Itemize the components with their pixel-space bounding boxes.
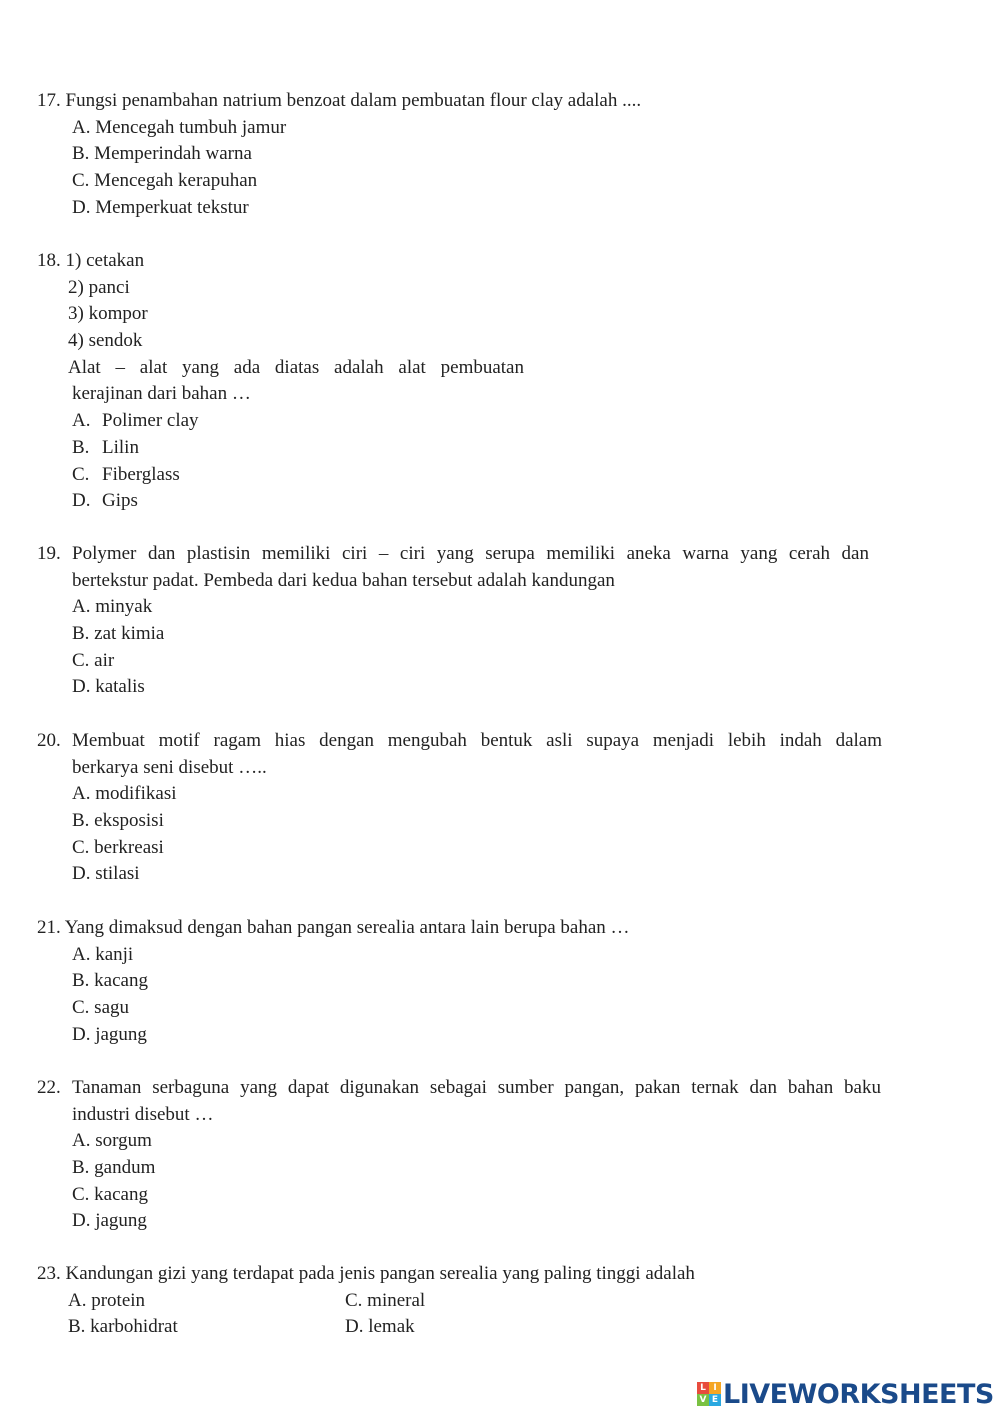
liveworksheets-logo-icon: L I V E [697, 1382, 721, 1406]
option-b[interactable]: B. karbohidrat [68, 1316, 178, 1338]
option-b[interactable]: B. zat kimia [72, 623, 165, 645]
question-text: kerajinan dari bahan … [72, 383, 251, 405]
option-c[interactable]: C. kacang [72, 1183, 148, 1205]
option-d[interactable]: D. Gips [72, 490, 138, 512]
option-d[interactable]: D. jagung [72, 1023, 147, 1045]
question-stem [37, 915, 887, 942]
option-b[interactable]: B. Memperindah warna [72, 143, 252, 165]
question-17 [37, 88, 887, 221]
question-number: 19. [37, 543, 61, 564]
option-b[interactable]: B. Lilin [72, 436, 139, 458]
option-c[interactable]: C. Fiberglass [72, 463, 180, 485]
question-22 [37, 1075, 881, 1235]
options-grid [37, 1288, 887, 1341]
option-c[interactable]: C. sagu [72, 997, 129, 1019]
question-text: industri disebut … [72, 1103, 214, 1125]
question-number: 17. [37, 90, 61, 111]
question-stem [37, 1261, 887, 1288]
question-19 [37, 541, 869, 701]
question-18 [37, 248, 887, 515]
question-number: 21. [37, 917, 61, 938]
option-d[interactable]: D. Memperkuat tekstur [72, 196, 249, 218]
option-b[interactable]: B. eksposisi [72, 810, 164, 832]
list-item: 4) sendok [68, 330, 143, 352]
option-d[interactable]: D. katalis [72, 676, 145, 698]
option-c[interactable]: C. Mencegah kerapuhan [72, 170, 258, 192]
option-a[interactable]: A. protein [68, 1289, 146, 1311]
option-d[interactable]: D. stilasi [72, 863, 140, 885]
question-text: Polymer dan plastisin memiliki ciri – ciri yang serupa memiliki aneka warna yang cerah dan [72, 543, 869, 564]
question-number: 22. [37, 1077, 61, 1098]
option-d[interactable]: D. lemak [345, 1316, 415, 1338]
list-item: 1) cetakan [65, 250, 145, 271]
question-text: Kandungan gizi yang terdapat pada jenis pangan serealia yang paling tinggi adalah [65, 1263, 695, 1284]
question-number: 18. [37, 250, 61, 271]
question-number: 20. [37, 730, 61, 751]
option-a[interactable]: A. Polimer clay [72, 410, 199, 432]
question-23 [37, 1261, 887, 1341]
question-stem [37, 1075, 881, 1128]
option-b[interactable]: B. kacang [72, 970, 148, 992]
option-a[interactable]: A. sorgum [72, 1130, 152, 1152]
question-text: Membuat motif ragam hias dengan mengubah bentuk asli supaya menjadi lebih indah dalam [72, 730, 882, 751]
option-a[interactable]: A. kanji [72, 943, 134, 965]
option-d[interactable]: D. jagung [72, 1210, 147, 1232]
question-stem [37, 88, 887, 115]
logo-text: LIVEWORKSHEETS [723, 1378, 994, 1410]
question-text: Tanaman serbaguna yang dapat digunakan sebagai sumber pangan, pakan ternak dan bahan baku [72, 1077, 881, 1098]
list-item: 2) panci [68, 276, 130, 298]
option-b[interactable]: B. gandum [72, 1157, 156, 1179]
option-a[interactable]: A. minyak [72, 596, 153, 618]
option-c[interactable]: C. mineral [345, 1289, 426, 1311]
question-number: 23. [37, 1263, 61, 1284]
question-stem [37, 541, 869, 594]
question-text: Alat – alat yang ada diatas adalah alat pembuatan [68, 356, 524, 378]
question-stem [37, 728, 882, 781]
question-text: Fungsi penambahan natrium benzoat dalam pembuatan flour clay adalah .... [65, 90, 642, 111]
question-text: Yang dimaksud dengan bahan pangan serealia antara lain berupa bahan … [64, 917, 630, 938]
option-a[interactable]: A. modifikasi [72, 783, 177, 805]
question-20 [37, 728, 882, 888]
question-21 [37, 915, 887, 1048]
list-item: 3) kompor [68, 303, 148, 325]
option-c[interactable]: C. berkreasi [72, 836, 164, 858]
liveworksheets-logo[interactable] [697, 1377, 994, 1411]
question-text: berkarya seni disebut ….. [72, 756, 267, 778]
option-a[interactable]: A. Mencegah tumbuh jamur [72, 116, 287, 138]
question-text: bertekstur padat. Pembeda dari kedua bahan tersebut adalah kandungan [72, 569, 615, 591]
option-c[interactable]: C. air [72, 649, 115, 671]
